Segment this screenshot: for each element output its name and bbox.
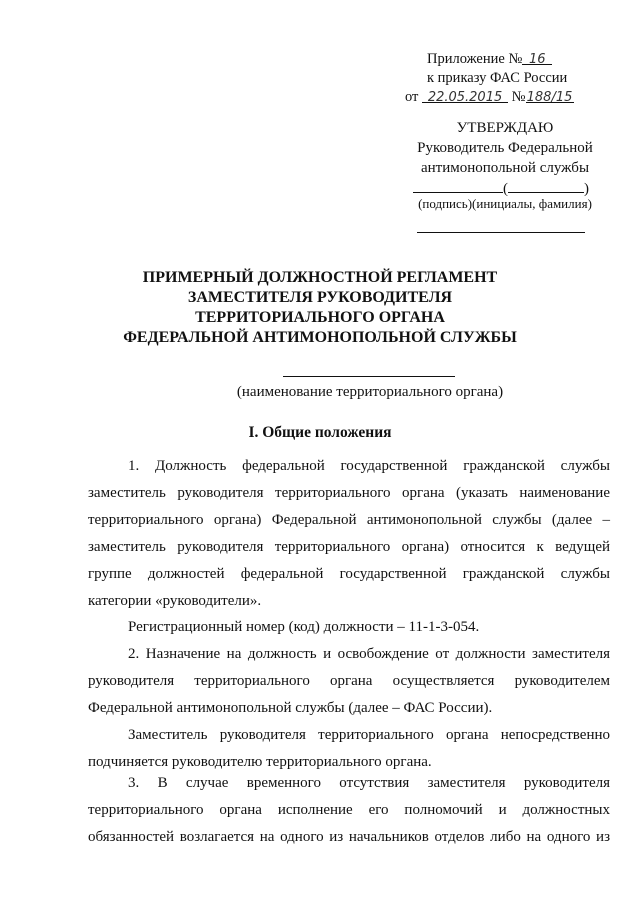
org-name-blank-line <box>283 376 455 377</box>
approval-block <box>400 118 610 178</box>
paragraph-1-line: 1. Должность федеральной государственной гражданской службы <box>128 458 610 474</box>
paragraph-1-line: заместитель руководителя территориального органа (указать наименование <box>88 485 610 501</box>
appendix-number-handwritten: 16 <box>522 50 552 65</box>
appendix-order-number-prefix: № <box>511 89 526 105</box>
appendix-date-prefix: от <box>405 89 419 105</box>
title-line-1: ПРИМЕРНЫЙ ДОЛЖНОСТНОЙ РЕГЛАМЕНТ <box>142 269 498 286</box>
signature-blank <box>413 178 503 193</box>
paragraph-1-line: заместитель руководителя территориального органа) относится к ведущей <box>88 539 610 555</box>
document-title <box>100 268 540 348</box>
paragraph-3-line: территориального органа исполнение его полномочий и должностных <box>88 802 610 818</box>
title-line-4: ФЕДЕРАЛЬНОЙ АНТИМОНОПОЛЬНОЙ СЛУЖБЫ <box>123 329 517 346</box>
appendix-reference <box>405 50 615 107</box>
paragraph-1 <box>88 453 610 615</box>
paragraph-1-line: группе должностей федеральной государственной гражданской службы <box>88 566 610 582</box>
initials-blank <box>508 178 584 193</box>
paragraph-3 <box>88 770 610 851</box>
approval-position-line1: Руководитель Федеральной <box>417 140 593 156</box>
subordination-line: подчиняется руководителю территориального органа. <box>88 754 432 770</box>
paragraph-2-line: Федеральной антимонопольной службы (далее – ФАС России). <box>88 700 493 716</box>
appendix-order-line: к приказу ФАС России <box>427 70 568 86</box>
appendix-number-label: Приложение № <box>427 51 523 67</box>
org-name-caption: (наименование территориального органа) <box>236 384 504 400</box>
paragraph-2-line: руководителя территориального органа осуществляется руководителем <box>88 673 610 689</box>
signature-close-paren: ) <box>584 181 589 197</box>
approval-position-line2: антимонопольной службы <box>420 160 590 176</box>
date-blank-line <box>417 232 585 233</box>
paragraph-3-line: обязанностей возлагается на одного из начальников отделов либо на одного из <box>88 829 610 845</box>
title-line-2: ЗАМЕСТИТЕЛЯ РУКОВОДИТЕЛЯ <box>187 289 453 306</box>
registration-number-line: Регистрационный номер (код) должности – 11-1-3-054. <box>128 619 480 635</box>
appendix-number-line <box>405 50 615 69</box>
section-heading: I. Общие положения <box>248 424 392 441</box>
paragraph-2 <box>88 641 610 722</box>
appendix-order-number-handwritten: 188/15 <box>526 90 573 105</box>
paragraph-1-line: территориального органа) Федеральной антимонопольной службы (далее – <box>88 512 610 528</box>
subordination-line: Заместитель руководителя территориального органа непосредственно <box>128 727 610 743</box>
signature-line <box>413 178 591 198</box>
signature-open-paren: ( <box>503 181 508 197</box>
paragraph-1-line: категории «руководители». <box>88 593 262 609</box>
paragraph-registration <box>88 614 610 641</box>
signature-caption: (подпись)(инициалы, фамилия) <box>418 196 592 211</box>
appendix-date-handwritten: 22.05.2015 <box>422 88 508 103</box>
appendix-date-line <box>405 88 615 107</box>
paragraph-3-line: 3. В случае временного отсутствия заместителя руководителя <box>128 775 610 791</box>
title-line-3: ТЕРРИТОРИАЛЬНОГО ОРГАНА <box>195 309 445 326</box>
paragraph-subordination <box>88 722 610 776</box>
paragraph-2-line: 2. Назначение на должность и освобождение от должности заместителя <box>128 646 610 662</box>
approval-heading: УТВЕРЖДАЮ <box>456 120 554 136</box>
